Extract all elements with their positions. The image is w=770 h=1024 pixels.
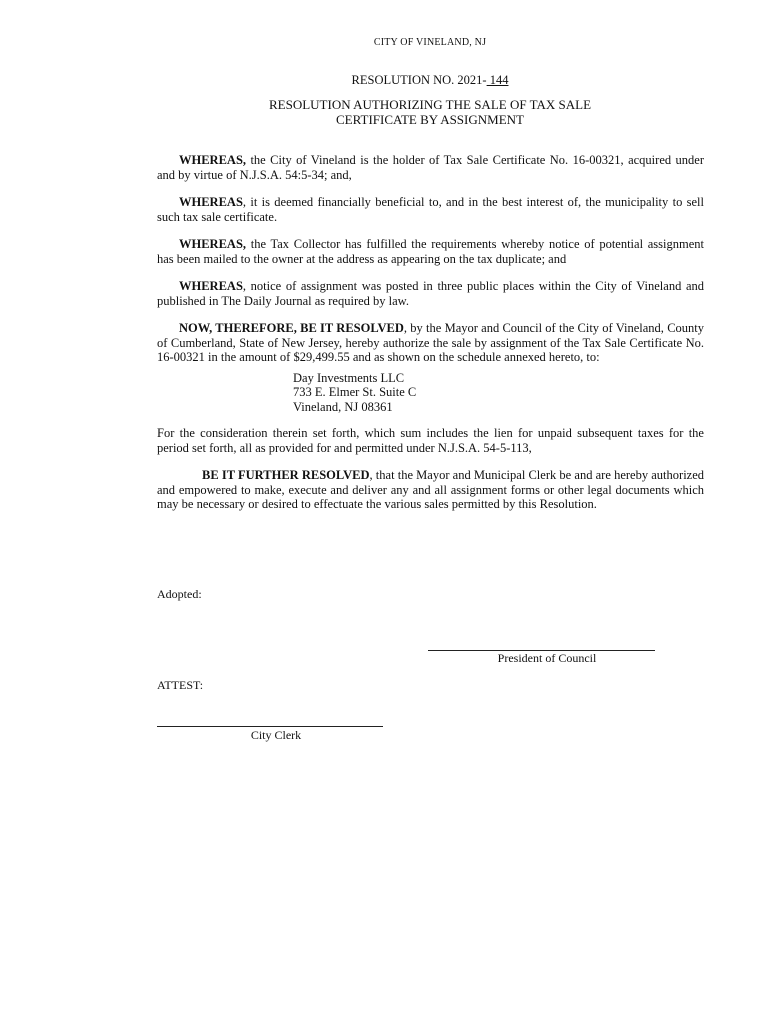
- paragraph-text: the City of Vineland is the holder of Tax Sale Certificate No. 16-00321, acquired under and by virtue of N.J.S.A. 54:5-34; and,: [157, 153, 704, 182]
- further-resolved-paragraph: [157, 468, 704, 512]
- attest-label: ATTEST:: [157, 678, 204, 692]
- consideration-paragraph: For the consideration therein set forth, which sum includes the lien for unpaid subsequent taxes for the period set forth, all as provided for and permitted under N.J.S.A. 54-5-113,: [157, 426, 704, 455]
- paragraph-text: , it is deemed financially beneficial to, and in the best interest of, the municipality to sell such tax sale certificate.: [157, 195, 704, 224]
- adopted-label: Adopted:: [157, 587, 202, 601]
- whereas-keyword: WHEREAS: [179, 279, 243, 293]
- resolution-prefix: RESOLUTION NO. 2021-: [351, 73, 487, 87]
- president-label: President of Council: [497, 651, 597, 665]
- whereas-paragraph-4: [157, 279, 704, 308]
- paragraph-text: the Tax Collector has fulfilled the requirements whereby notice of potential assignment has been mailed to the owner at the address as appearing on the tax duplicate; and: [157, 237, 704, 266]
- resolved-paragraph: [157, 321, 704, 365]
- paragraph-text: , by the Mayor and Council of the City of Vineland, County of Cumberland, State of New Jersey, hereby authorize the sale by assignment of the Tax Sale Certificate No. 16-00321 in the amount of $29,499.55 and as shown on the schedule annexed hereto, to:: [157, 321, 704, 364]
- assignee-city: Vineland, NJ 08361: [293, 399, 393, 414]
- title-line-1: RESOLUTION AUTHORIZING THE SALE OF TAX SALE: [268, 97, 592, 112]
- resolution-title: [0, 97, 770, 127]
- whereas-keyword: WHEREAS,: [179, 153, 247, 167]
- title-line-2: CERTIFICATE BY ASSIGNMENT: [336, 112, 524, 127]
- city-header: CITY OF VINELAND, NJ: [373, 37, 487, 48]
- whereas-keyword: WHEREAS: [179, 195, 243, 209]
- whereas-paragraph-3: [157, 237, 704, 266]
- resolution-number-line: [0, 73, 770, 88]
- assignee-name: Day Investments LLC: [293, 370, 405, 385]
- resolved-keyword: NOW, THEREFORE, BE IT RESOLVED: [179, 321, 404, 335]
- whereas-keyword: WHEREAS,: [179, 237, 247, 251]
- whereas-paragraph-1: [157, 153, 704, 182]
- assignee-street: 733 E. Elmer St. Suite C: [293, 385, 417, 399]
- resolution-number: 144: [486, 73, 509, 87]
- further-resolved-keyword: BE IT FURTHER RESOLVED: [202, 468, 370, 482]
- resolution-body: [157, 153, 704, 525]
- whereas-paragraph-2: [157, 195, 704, 224]
- clerk-signature-line: [157, 726, 383, 727]
- clerk-label: City Clerk: [250, 728, 302, 742]
- assignee-address: [293, 371, 704, 415]
- paragraph-text: , that the Mayor and Municipal Clerk be and are hereby authorized and empowered to make, execute and deliver any and all assignment forms or other legal documents which may be necessary or desired to effectuate the various sales permitted by this Resolution.: [157, 468, 705, 511]
- paragraph-text: , notice of assignment was posted in three public places within the City of Vineland and published in The Daily Journal as required by law.: [157, 279, 704, 308]
